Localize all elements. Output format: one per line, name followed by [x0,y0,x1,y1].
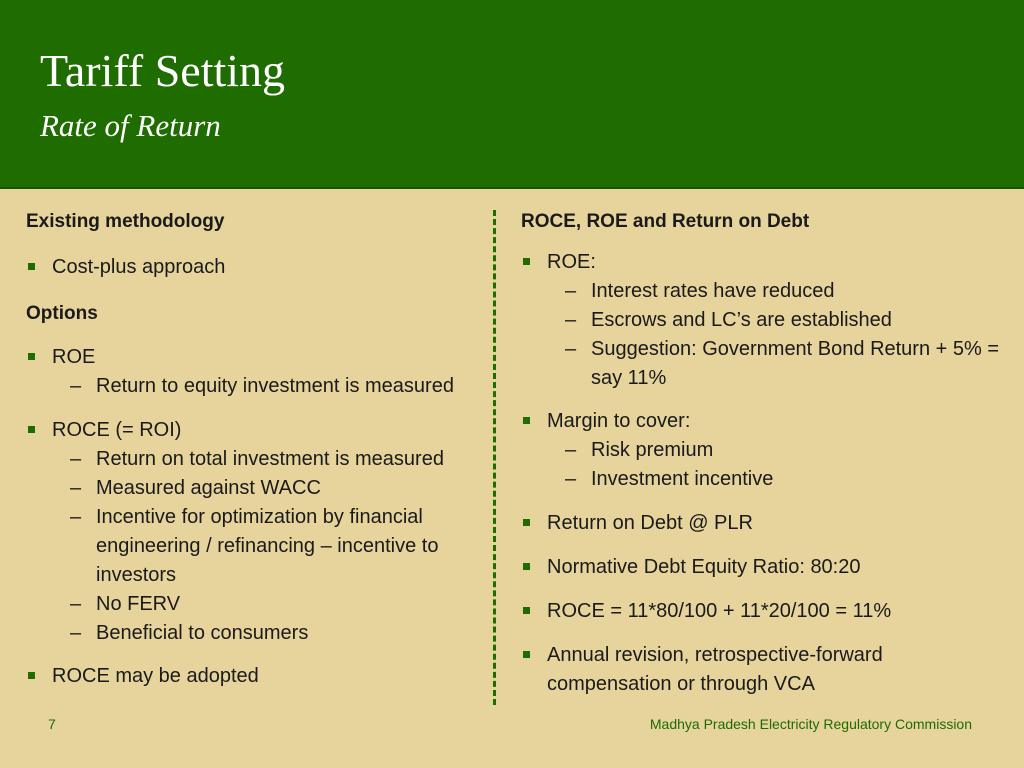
page-number: 7 [48,716,56,732]
square-bullet-icon [28,353,35,360]
sub-item: – Measured against WACC [26,474,466,503]
dash-icon: – [565,280,577,302]
square-bullet-icon [523,258,530,265]
square-bullet-icon [523,651,530,658]
title-banner [0,0,1024,189]
square-bullet-icon [523,519,530,526]
dash-icon: – [70,593,82,615]
bullet-roce: ROCE (= ROI) [26,416,466,445]
sub-item: – Beneficial to consumers [26,619,466,648]
sub-item: – Return to equity investment is measured [26,372,466,401]
bullet-return-on-debt: Return on Debt @ PLR [521,509,1001,538]
column-divider [493,210,496,705]
bullet-roce-calc: ROCE = 11*80/100 + 11*20/100 = 11% [521,597,1001,626]
bullet-roce-adopted: ROCE may be adopted [26,662,466,691]
left-column [26,207,466,691]
slide-subtitle: Rate of Return [40,108,221,143]
sub-item: – Incentive for optimization by financial engineering / refinancing – incentive to investors [26,503,446,590]
bullet-roe: ROE: [521,248,1001,277]
existing-methodology-heading: Existing methodology [26,211,225,232]
dash-icon: – [70,622,82,644]
bullet-debt-equity: Normative Debt Equity Ratio: 80:20 [521,553,1001,582]
sub-item: – Escrows and LC’s are established [521,306,1001,335]
bullet-margin: Margin to cover: [521,407,1001,436]
square-bullet-icon [28,426,35,433]
sub-item: – Suggestion: Government Bond Return + 5% = say 11% [521,335,1001,393]
bullet-annual-revision: Annual revision, retrospective-forward compensation or through VCA [521,641,907,699]
dash-icon: – [70,448,82,470]
dash-icon: – [70,477,82,499]
right-column [521,207,1001,699]
sub-item: – Risk premium [521,436,1001,465]
slide-title: Tariff Setting [40,45,286,96]
footer-organization: Madhya Pradesh Electricity Regulatory Commission [649,716,972,732]
dash-icon: – [565,338,577,360]
dash-icon: – [70,375,82,397]
square-bullet-icon [523,417,530,424]
square-bullet-icon [523,563,530,570]
sub-item: – No FERV [26,590,466,619]
sub-item: – Return on total investment is measured [26,445,466,474]
options-heading: Options [26,303,98,324]
square-bullet-icon [523,607,530,614]
bullet-roe: ROE [26,343,466,372]
square-bullet-icon [28,672,35,679]
square-bullet-icon [28,263,35,270]
dash-icon: – [70,506,82,528]
roce-roe-heading: ROCE, ROE and Return on Debt [521,211,810,232]
dash-icon: – [565,439,577,461]
dash-icon: – [565,468,577,490]
sub-item: – Investment incentive [521,465,1001,494]
dash-icon: – [565,309,577,331]
bullet-cost-plus: Cost-plus approach [26,253,466,282]
sub-item: – Interest rates have reduced [521,277,1001,306]
